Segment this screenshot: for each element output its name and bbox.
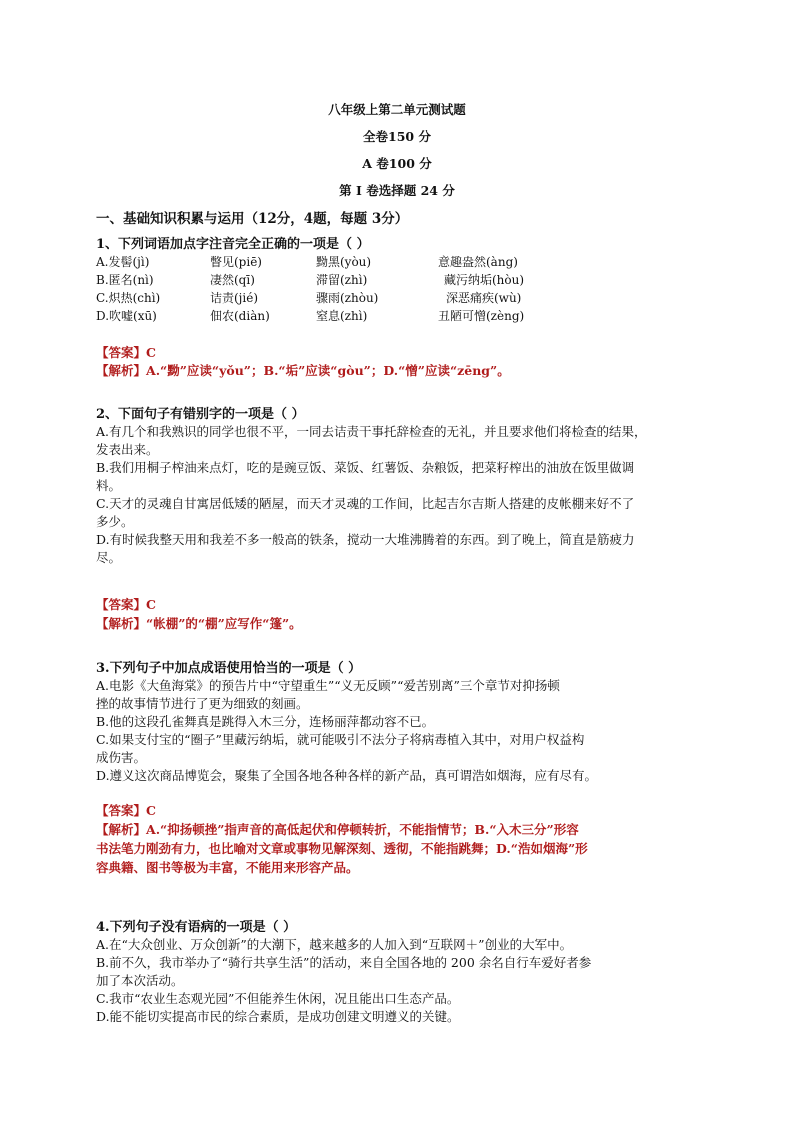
question-1-answer: 【答案】C	[96, 345, 156, 360]
q3-line: A.电影《大鱼海棠》的预告片中“守望重生”“义无反顾”“爱苦别离”三个章节对抑扬顿	[96, 678, 560, 693]
q1-option-c-word-3: 骤雨(zhòu)	[316, 291, 379, 305]
question-3-analysis-line: 书法笔力刚劲有力，也比喻对文章或事物见解深刻、透彻，不能指跳舞；D.“浩如烟海”形	[96, 841, 588, 856]
q1-option-a-word-3: 黝黑(yòu)	[316, 255, 372, 269]
q2-line: 多少。	[96, 514, 134, 529]
question-3-answer: 【答案】C	[96, 803, 156, 818]
q1-option-c-word-1: C.炽热(chì)	[96, 291, 161, 305]
question-2-answer: 【答案】C	[96, 597, 156, 612]
q1-option-c-word-2: 诘责(jié)	[210, 291, 259, 305]
q4-line: B.前不久，我市举办了“骑行共享生活”的活动，来自全国各地的 200 余名自行车爱好者参	[96, 955, 592, 970]
question-1-stem: 1、下列词语加点字注音完全正确的一项是（ ）	[96, 237, 370, 252]
q1-option-d-word-3: 窒息(zhì)	[316, 309, 368, 323]
q3-line: B.他的这段孔雀舞真是跳得入木三分，连杨丽萍都动容不已。	[96, 714, 435, 729]
q1-option-d-word-1: D.吹嘘(xū)	[96, 309, 157, 323]
q1-option-c-word-4: 深恶痛疾(wù)	[446, 291, 522, 305]
q1-option-b-word-3: 滞留(zhì)	[316, 273, 368, 287]
q2-line: C.天才的灵魂自甘寓居低矮的陋屋，而天才灵魂的工作间，比起吉尔吉斯人搭建的皮帐棚来好不了	[96, 496, 635, 511]
q2-line: B.我们用桐子榨油来点灯，吃的是豌豆饭、菜饭、红薯饭、杂粮饭，把菜籽榨出的油放在饭里做调	[96, 460, 635, 475]
q1-option-a-word-2: 瞥见(piē)	[210, 255, 262, 269]
total-score: 全卷150 分	[363, 129, 431, 144]
q2-line: 发表出来。	[96, 442, 159, 457]
q1-option-b-word-1: B.匿名(nì)	[96, 273, 154, 287]
q3-line: 成伤害。	[96, 750, 147, 765]
question-2-analysis: 【解析】“帐棚”的“棚”应写作“篷”。	[96, 616, 302, 631]
part-one-heading: 第 I 卷选择题 24 分	[339, 183, 455, 198]
q3-line: C.如果支付宝的“圈子”里藏污纳垢，就可能吸引不法分子将病毒植入其中，对用户权益构	[96, 732, 585, 747]
q2-line: D.有时候我整天用和我差不多一般高的铁条，搅动一大堆沸腾着的东西。到了晚上，简直是筋疲力	[96, 532, 635, 547]
q1-option-d-word-4: 丑陋可憎(zèng)	[438, 309, 525, 323]
q3-line: D.遵义这次商品博览会，聚集了全国各地各种各样的新产品，真可谓浩如烟海，应有尽有。	[96, 768, 598, 783]
q3-line: 挫的故事情节进行了更为细致的刻画。	[96, 696, 309, 711]
q2-line: 尽。	[96, 550, 122, 565]
question-3-analysis-line: 【解析】A.“抑扬顿挫”指声音的高低起伏和停顿转折，不能指情节；B.“入木三分”形容	[96, 822, 579, 837]
question-1-analysis: 【解析】A.“黝”应读“yǒu”；B.“垢”应读“gòu”；D.“憎”应读“zēng”。	[96, 363, 510, 378]
q1-option-a-word-4: 意趣盎然(àng)	[438, 255, 518, 269]
q1-option-b-word-2: 凄然(qī)	[210, 273, 255, 287]
question-4-stem: 4.下列句子没有语病的一项是（ ）	[96, 920, 297, 935]
question-3-stem: 3.下列句子中加点成语使用恰当的一项是（ ）	[96, 661, 362, 676]
page-title: 八年级上第二单元测试题	[328, 102, 466, 117]
question-2-stem: 2、下面句子有错别字的一项是（ ）	[96, 407, 305, 422]
q4-line: 加了本次活动。	[96, 973, 184, 988]
q2-line: A.有几个和我熟识的同学也很不平，一同去诘责干事托辞检查的无礼，并且要求他们将检查的结果，	[96, 424, 647, 439]
q4-line: C.我市“农业生态观光园”不但能养生休闲，况且能出口生态产品。	[96, 991, 460, 1006]
q1-option-b-word-4: 藏污纳垢(hòu)	[444, 273, 525, 287]
q1-option-d-word-2: 佃农(diàn)	[210, 309, 270, 323]
q2-line: 料。	[96, 478, 122, 493]
q1-option-a-word-1: A.发髻(jì)	[96, 255, 150, 269]
q4-line: A.在“大众创业、万众创新”的大潮下，越来越多的人加入到“互联网＋”创业的大军中。	[96, 937, 573, 952]
question-3-analysis-line: 容典籍、图书等极为丰富，不能用来形容产品。	[96, 860, 359, 875]
section-heading: 一、基础知识积累与运用（12分，4题，每题 3分）	[96, 211, 409, 227]
paper-a-score: A 卷100 分	[362, 156, 432, 171]
q4-line: D.能不能切实提高市民的综合素质，是成功创建文明遵义的关键。	[96, 1009, 460, 1024]
